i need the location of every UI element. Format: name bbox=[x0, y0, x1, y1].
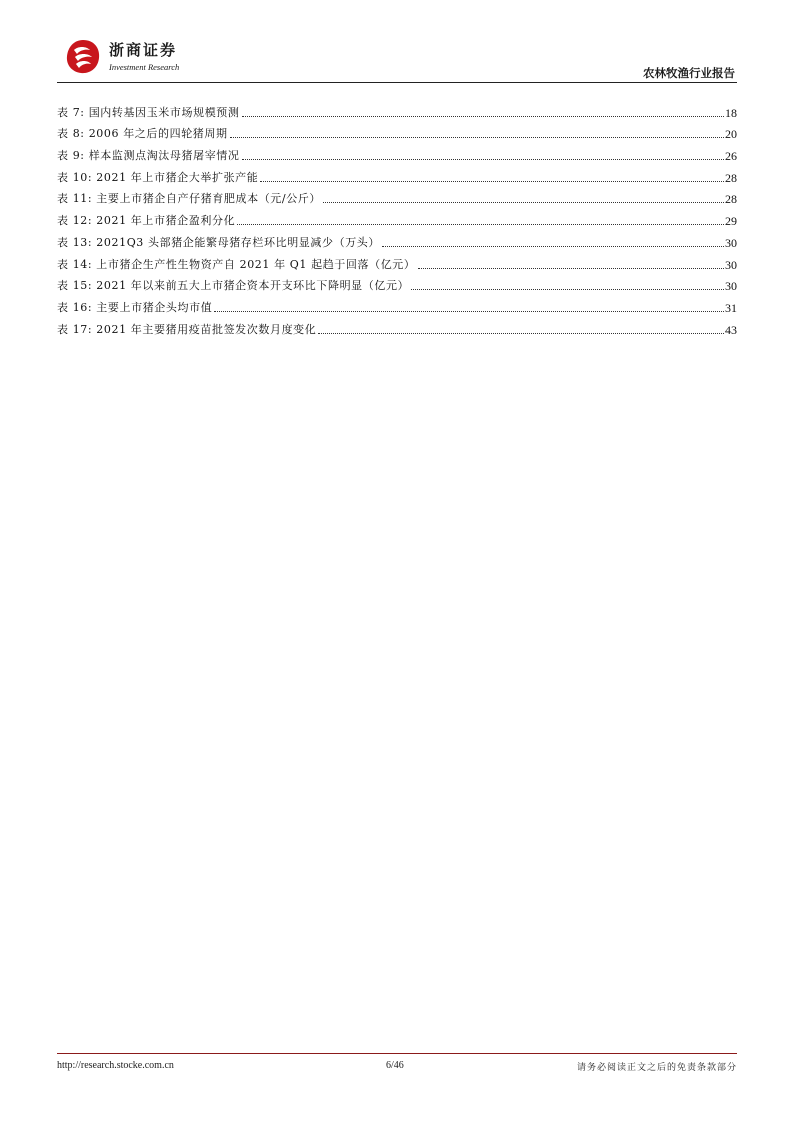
toc-entry-page: 30 bbox=[725, 257, 737, 272]
toc-dot-leader bbox=[323, 202, 724, 203]
toc-entry[interactable] bbox=[57, 206, 737, 228]
toc-entry-page: 30 bbox=[725, 235, 737, 250]
toc-entry[interactable] bbox=[57, 315, 737, 337]
toc-dot-leader bbox=[242, 159, 725, 160]
toc-entry[interactable] bbox=[57, 98, 737, 120]
toc-entry-label: 表 13: 2021Q3 头部猪企能繁母猪存栏环比明显减少（万头） bbox=[57, 235, 381, 249]
page-header bbox=[57, 36, 737, 84]
toc-dot-leader bbox=[237, 224, 724, 225]
toc-entry-label: 表 17: 2021 年主要猪用疫苗批签发次数月度变化 bbox=[57, 322, 317, 336]
header-divider bbox=[57, 82, 737, 83]
disclaimer-note: 请务必阅读正文之后的免责条款部分 bbox=[576, 1063, 737, 1073]
toc-entry-page: 43 bbox=[725, 322, 737, 337]
toc-dot-leader bbox=[242, 116, 725, 117]
toc-entry[interactable] bbox=[57, 141, 737, 163]
toc-entry-label: 表 7: 国内转基因玉米市场规模预测 bbox=[57, 105, 240, 119]
toc-entry-page: 26 bbox=[725, 149, 737, 164]
zheshang-logo-icon bbox=[64, 38, 102, 76]
table-of-tables bbox=[57, 98, 737, 337]
toc-dot-leader bbox=[214, 311, 724, 312]
toc-entry[interactable] bbox=[57, 250, 737, 272]
toc-entry-page: 28 bbox=[725, 192, 737, 207]
toc-entry[interactable] bbox=[57, 120, 737, 142]
footer-url[interactable]: http://research.stocke.com.cn bbox=[57, 1060, 174, 1071]
toc-dot-leader bbox=[411, 289, 724, 290]
toc-dot-leader bbox=[418, 268, 725, 269]
logo-chinese-name: 浙商证券 bbox=[109, 41, 178, 59]
toc-entry-page: 31 bbox=[725, 300, 737, 315]
toc-entry-page: 20 bbox=[725, 127, 737, 142]
toc-entry-page: 30 bbox=[725, 279, 737, 294]
toc-dot-leader bbox=[318, 333, 724, 334]
toc-entry-label: 表 16: 主要上市猪企头均市值 bbox=[57, 300, 213, 314]
toc-entry-label: 表 14: 上市猪企生产性生物资产自 2021 年 Q1 起趋于回落（亿元） bbox=[57, 257, 416, 271]
toc-entry-page: 18 bbox=[725, 105, 737, 120]
toc-entry[interactable] bbox=[57, 163, 737, 185]
toc-dot-leader bbox=[382, 246, 724, 247]
report-category: 农林牧渔行业报告 bbox=[643, 66, 735, 80]
toc-entry-page: 28 bbox=[725, 170, 737, 185]
toc-entry[interactable] bbox=[57, 185, 737, 207]
toc-entry-label: 表 10: 2021 年上市猪企大举扩张产能 bbox=[57, 170, 259, 184]
logo-english-name: Investment Research bbox=[109, 62, 180, 72]
toc-entry[interactable] bbox=[57, 272, 737, 294]
toc-entry[interactable] bbox=[57, 228, 737, 250]
toc-entry-label: 表 11: 主要上市猪企自产仔猪育肥成本（元/公斤） bbox=[57, 192, 322, 206]
page-number: 6/46 bbox=[386, 1060, 404, 1071]
toc-entry-page: 29 bbox=[725, 214, 737, 229]
toc-dot-leader bbox=[230, 137, 724, 138]
toc-entry-label: 表 15: 2021 年以来前五大上市猪企资本开支环比下降明显（亿元） bbox=[57, 279, 410, 293]
toc-entry[interactable] bbox=[57, 293, 737, 315]
toc-entry-label: 表 9: 样本监测点淘汰母猪屠宰情况 bbox=[57, 149, 240, 163]
footer-divider bbox=[57, 1053, 737, 1054]
toc-dot-leader bbox=[260, 181, 724, 182]
toc-entry-label: 表 12: 2021 年上市猪企盈利分化 bbox=[57, 214, 236, 228]
toc-entry-label: 表 8: 2006 年之后的四轮猪周期 bbox=[57, 127, 228, 141]
